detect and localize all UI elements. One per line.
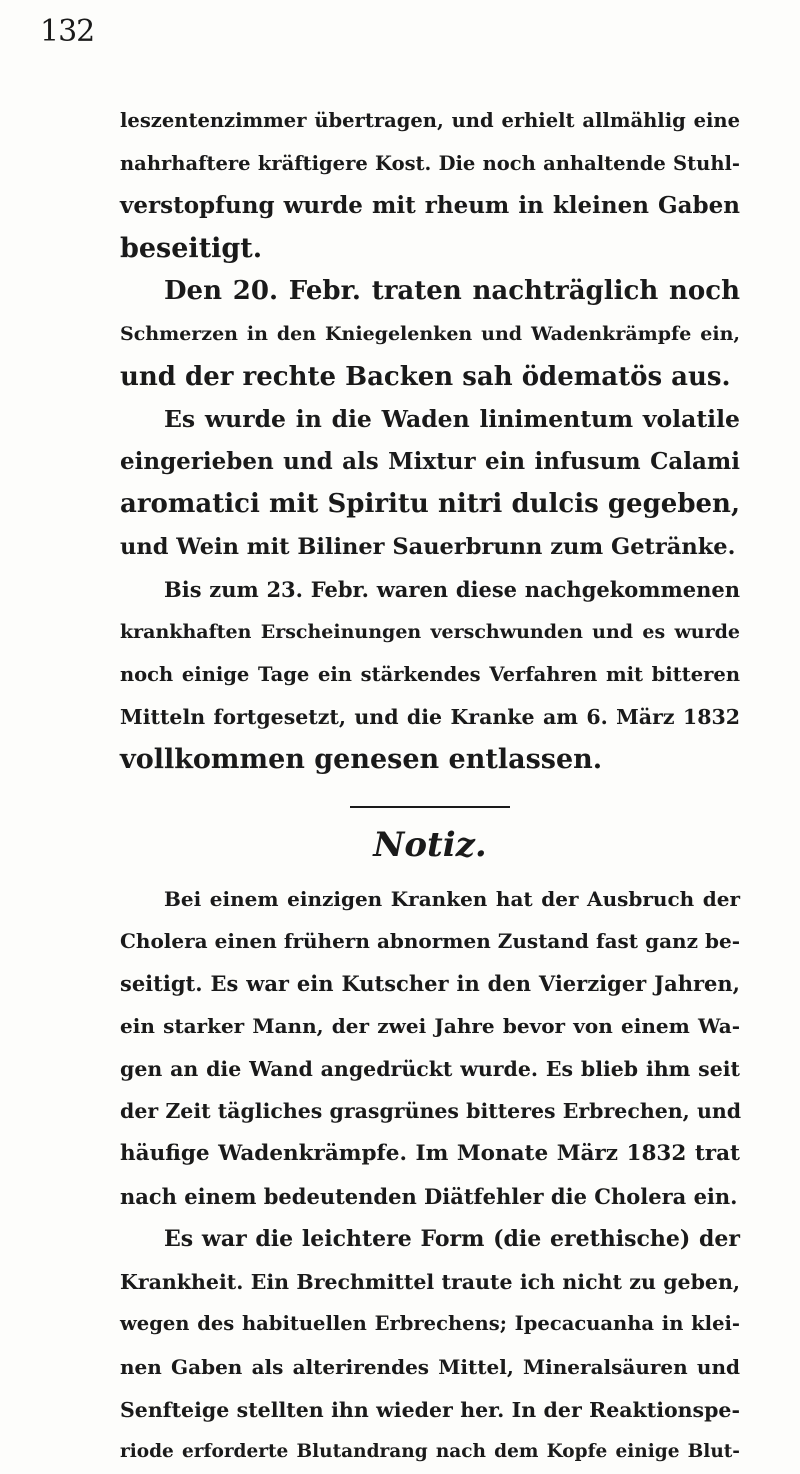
text-line: Krankheit. Ein Brechmittel traute ich nicht zu geben,: [120, 1269, 740, 1294]
text-line: nahrhaftere kräftigere Kost. Die noch anhaltende Stuhl-: [120, 151, 740, 175]
text-line: Cholera einen frühern abnormen Zustand fast ganz be-: [120, 929, 740, 954]
text-line: riode erforderte Blutandrang nach dem Kopfe einige Blut-: [120, 1441, 740, 1463]
text-line: aromatici mit Spiritu nitri dulcis gegeben,: [120, 489, 740, 520]
text-line: Bis zum 23. Febr. waren diese nachgekommenen: [164, 576, 740, 602]
text-line: Schmerzen in den Kniegelenken und Wadenkrämpfe ein,: [120, 322, 740, 345]
text-line: eingerieben und als Mixtur ein infusum Calami: [120, 447, 740, 475]
text-line: wegen des habituellen Erbrechens; Ipecacuanha in klei-: [120, 1312, 740, 1336]
text-line: vollkommen genesen entlassen.: [120, 743, 603, 775]
text-line: und der rechte Backen sah ödematös aus.: [120, 361, 731, 392]
text-line: nen Gaben als alterirendes Mittel, Mineralsäuren und: [120, 1355, 740, 1380]
page-body: [120, 100, 740, 1474]
text-line: noch einige Tage ein stärkendes Verfahren mit bitteren: [120, 662, 740, 686]
text-line: Es wurde in die Waden linimentum volatile: [164, 405, 740, 434]
notiz-heading: Notiz.: [373, 824, 487, 865]
text-line: der Zeit tägliches grasgrünes bitteres Erbrechen, und: [120, 1099, 742, 1124]
section-divider: [350, 806, 510, 808]
page-number: 132: [40, 14, 95, 49]
text-line: häufige Wadenkrämpfe. Im Monate März 1832 trat: [120, 1141, 740, 1167]
section-2: [120, 878, 740, 1474]
text-line: Den 20. Febr. traten nachträglich noch: [164, 276, 740, 307]
text-line: beseitigt.: [120, 232, 263, 264]
text-line: ein starker Mann, der zwei Jahre bevor von einem Wa-: [120, 1014, 740, 1039]
text-line: Senfteige stellten ihn wieder her. In der Reaktionspe-: [120, 1397, 740, 1422]
text-line: verstopfung wurde mit rheum in kleinen Gaben: [120, 192, 740, 220]
text-line: und Wein mit Biliner Sauerbrunn zum Getränke.: [120, 533, 736, 560]
text-line: Es war die leichtere Form (die erethische) der: [164, 1226, 740, 1253]
text-line: seitigt. Es war ein Kutscher in den Vierziger Jahren,: [120, 970, 740, 996]
text-line: krankhaften Erscheinungen verschwunden und es wurde: [120, 621, 740, 644]
text-line: gen an die Wand angedrückt wurde. Es blieb ihm seit: [120, 1056, 740, 1081]
text-line: nach einem bedeutenden Diätfehler die Cholera ein.: [120, 1183, 738, 1209]
text-line: Mitteln fortgesetzt, und die Kranke am 6. März 1832: [120, 705, 740, 730]
section-1: [120, 100, 740, 782]
text-line: leszentenzimmer übertragen, und erhielt allmählig eine: [120, 109, 740, 132]
text-line: Bei einem einzigen Kranken hat der Ausbruch der: [164, 886, 740, 911]
